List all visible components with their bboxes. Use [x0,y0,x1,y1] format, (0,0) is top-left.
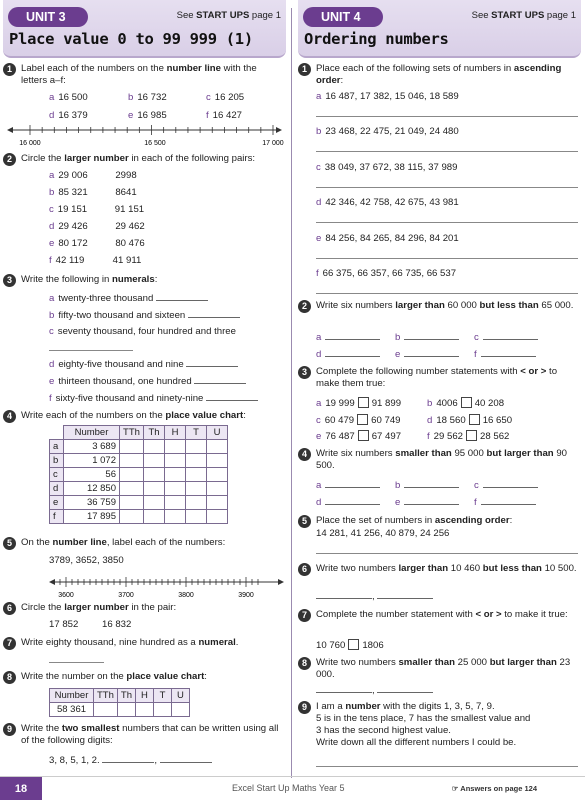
input-cell[interactable] [120,496,144,510]
answer-slot: d [316,348,380,361]
question-number: 2 [298,300,311,313]
answer-blank[interactable] [102,754,154,763]
place-value-chart-small [49,688,190,717]
table-row [50,440,228,454]
question-number: 9 [3,723,16,736]
pair-value[interactable]: 91 151 [114,204,145,215]
column-header: TTh [94,689,118,703]
tick-label: 3700 [118,592,134,599]
list-item: b fifty-two thousand and sixteen [49,309,240,322]
question-text: Write six numbers larger than 60 000 but less than 65 000. [316,300,574,311]
question-number: 6 [298,563,311,576]
list-item: e thirteen thousand, one hundred [49,375,246,388]
column-header: Th [117,689,135,703]
row-letter: c [50,468,64,482]
input-cell[interactable] [186,454,207,468]
table-row [50,510,228,524]
answer-blank[interactable] [316,684,372,693]
page-footer [0,776,585,800]
pair-value[interactable]: 80 172 [58,238,88,249]
comparison-box[interactable] [358,397,369,408]
unit-badge: UNIT 4 [303,7,383,27]
answer-blank[interactable] [404,479,459,488]
input-cell[interactable] [207,440,228,454]
question-number: 1 [3,63,16,76]
unit-3-column [3,0,286,780]
input-cell[interactable] [120,454,144,468]
question-text: Circle the larger number in each of the following pairs: [21,153,256,164]
answer-slot: d [316,496,380,509]
question-number: 6 [3,602,16,615]
answer-line[interactable] [316,151,578,152]
list-item: f sixty-five thousand and ninety-nine [49,392,258,405]
pair-value[interactable]: 80 476 [115,238,145,249]
column-divider [291,8,292,778]
comparison-box[interactable] [466,430,477,441]
pair-value[interactable]: 29 426 [58,221,88,232]
question-number: 4 [298,448,311,461]
table-row [50,454,228,468]
input-cell[interactable] [207,510,228,524]
tick-label: 17 000 [262,140,284,147]
unit-4-header [298,0,581,58]
clue-line: Write down all the different numbers I could be. [316,737,517,748]
unit-3-header [3,0,286,58]
answer-slot: b [395,331,459,344]
tick-label: 3800 [178,592,194,599]
table-row [50,468,228,482]
question-text: Write two numbers smaller than 25 000 but larger than 23 000. [316,657,571,680]
list-item: f 16 427 [206,110,243,121]
input-cell[interactable] [207,496,228,510]
question-number: 3 [298,366,311,379]
question-number: 8 [298,657,311,670]
number-statement: b 4006 40 208 [427,398,505,409]
question-number: 1 [298,63,311,76]
answer-blank[interactable] [325,496,380,505]
table-cell: 58 361 [50,703,94,717]
table-cell: 17 895 [64,510,120,524]
page-title: Place value 0 to 99 999 (1) [9,30,253,48]
question-text: Write the number on the place value chart: [21,671,207,682]
list-item: a twenty-three thousand [49,292,208,305]
question-number: 7 [3,637,16,650]
question-text: Write eighty thousand, nine hundred as a numeral. [21,637,239,648]
answer-blank[interactable] [316,590,372,599]
answer-blank[interactable] [325,348,380,357]
input-cell[interactable] [165,454,186,468]
comparison-box[interactable] [357,414,368,425]
input-cell[interactable] [207,454,228,468]
question-text: Write two numbers larger than 10 460 but less than 10 500. [316,563,577,574]
question-number: 5 [3,537,16,550]
answer-slot: e [395,496,459,509]
pair-value[interactable]: 16 832 [102,619,132,630]
see-start-ups: See START UPS page 1 [176,10,281,21]
answer-line[interactable] [316,187,578,188]
column-header: Number [50,689,94,703]
input-cell[interactable] [165,468,186,482]
tick-label: 3900 [238,592,254,599]
list-item: d eighty-five thousand and nine [49,358,238,371]
table-row [50,482,228,496]
numbers-to-label: 3789, 3652, 3850 [49,555,124,566]
question-number: 2 [3,153,16,166]
number-statement: 10 760 1806 [316,640,384,651]
input-cell[interactable] [94,703,118,717]
number-line-3600-3900 [47,575,287,601]
pair-row: e 80 172 80 476 [49,238,145,249]
answer-slot: e [395,348,459,361]
digits-line: 3, 8, 5, 1, 2. , [49,754,212,767]
answer-pair: , [316,590,433,603]
input-cell[interactable] [120,510,144,524]
table-row [50,496,228,510]
pair-value[interactable]: 19 151 [57,204,88,215]
question-text: Complete the following number statements with < or > to make them true: [316,366,558,389]
answer-blank[interactable] [481,348,536,357]
number-set: e 84 256, 84 265, 84 296, 84 201 [316,232,459,244]
input-cell[interactable] [144,454,165,468]
clue-line: 3 has the second highest value. [316,725,451,736]
answer-blank[interactable] [186,358,238,367]
answer-line[interactable] [49,662,104,663]
column-header: T [186,426,207,440]
input-cell[interactable] [120,482,144,496]
question-number: 8 [3,671,16,684]
row-letter: f [50,510,64,524]
list-item: c 16 205 [206,92,245,103]
answer-slot: a [316,331,380,344]
comparison-box[interactable] [469,414,480,425]
answer-slot: b [395,479,459,492]
question-text: Circle the larger number in the pair: [21,602,177,613]
table-cell: 3 689 [64,440,120,454]
question-text: I am a number with the digits 1, 3, 5, 7, 9. [316,701,495,712]
input-cell[interactable] [171,703,189,717]
answer-blank[interactable] [404,348,459,357]
answer-line[interactable] [316,553,578,554]
input-cell[interactable] [144,468,165,482]
column-header: H [135,689,153,703]
input-cell[interactable] [186,468,207,482]
answer-line[interactable] [316,116,578,117]
answer-blank[interactable] [325,479,380,488]
answer-line[interactable] [316,766,578,767]
answer-blank[interactable] [404,496,459,505]
input-cell[interactable] [186,496,207,510]
input-cell[interactable] [153,703,171,717]
column-header: T [153,689,171,703]
list-item: d 16 379 [49,110,88,121]
answer-blank[interactable] [206,392,258,401]
input-cell[interactable] [135,703,153,717]
input-cell[interactable] [144,496,165,510]
pair-value[interactable]: 2998 [115,170,137,181]
pair-row: d 29 426 29 462 [49,221,145,232]
page-title: Ordering numbers [304,30,449,48]
comparison-box[interactable] [461,397,472,408]
pair-row: a 29 006 2998 [49,170,137,181]
column-header: Th [144,426,165,440]
input-cell[interactable] [165,510,186,524]
question-number: 7 [298,609,311,622]
answer-blank[interactable] [188,309,240,318]
book-title: Excel Start Up Maths Year 5 [232,783,345,793]
input-cell[interactable] [165,482,186,496]
answer-slot: c [474,331,538,344]
column-header: H [165,426,186,440]
answers-reference: ☞ Answers on page 124 [451,784,537,793]
list-item: b 16 732 [128,92,167,103]
answer-line[interactable] [316,293,578,294]
pair-value[interactable]: 29 462 [115,221,145,232]
input-cell[interactable] [207,468,228,482]
input-cell[interactable] [207,482,228,496]
number-statement: e 76 487 67 497 [316,431,402,442]
number-set: c 38 049, 37 672, 38 115, 37 989 [316,161,458,173]
question-text: Place each of the following sets of numbers in ascending order: [316,63,562,86]
answer-blank[interactable] [404,331,459,340]
column-header: U [207,426,228,440]
answer-slot: f [474,348,536,361]
answer-blank[interactable] [483,479,538,488]
answer-slot: c [474,479,538,492]
input-cell[interactable] [186,482,207,496]
pair-row: f 42 119 41 911 [49,255,142,266]
answer-blank[interactable] [156,292,208,301]
column-header: U [171,689,189,703]
input-cell[interactable] [120,440,144,454]
answer-slot: a [316,479,380,492]
number-statement: f 29 562 28 562 [427,431,510,442]
pair-row: c 19 151 91 151 [49,204,145,215]
number-line-16000-17000 [3,122,286,150]
question-text: Place the set of numbers in ascending order: [316,515,513,526]
row-letter: d [50,482,64,496]
unit-4-column [298,0,581,780]
unit-badge: UNIT 3 [8,7,88,27]
pair-row: b 85 321 8641 [49,187,137,198]
answer-blank[interactable] [194,375,246,384]
page-number: 18 [0,777,42,800]
answer-line[interactable] [316,222,578,223]
pair-value[interactable]: 85 321 [58,187,88,198]
input-cell[interactable] [144,510,165,524]
question-text: Write the two smallest numbers that can be written using all of the following digits: [21,723,279,746]
answer-pair: , [316,684,433,697]
input-cell[interactable] [186,440,207,454]
answer-blank[interactable] [160,754,212,763]
list-item: e 16 985 [128,110,167,121]
number-set: b 23 468, 22 475, 21 049, 24 480 [316,126,459,138]
numbers-to-order: 14 281, 41 256, 40 879, 24 256 [316,528,450,539]
place-value-chart [49,425,228,524]
table-cell: 36 759 [64,496,120,510]
question-text: Write the following in numerals: [21,274,158,285]
column-header: Number [64,426,120,440]
number-set: a 16 487, 17 382, 15 046, 18 589 [316,91,459,102]
question-text: Write each of the numbers on the place value chart: [21,410,246,421]
number-set: f 66 375, 66 357, 66 735, 66 537 [316,268,457,279]
answer-slot: f [474,496,536,509]
question-number: 9 [298,701,311,714]
table-cell: 56 [64,468,120,482]
row-letter: e [50,496,64,510]
number-set: d 42 346, 42 758, 42 675, 43 981 [316,197,459,209]
question-text: Write six numbers smaller than 95 000 but larger than 90 500. [316,448,567,471]
input-cell[interactable] [144,440,165,454]
input-cell[interactable] [186,510,207,524]
answer-blank[interactable] [483,331,538,340]
answer-line[interactable] [316,258,578,259]
list-item: a 16 500 [49,92,88,103]
question-text: On the number line, label each of the numbers: [21,537,226,548]
answer-blank[interactable] [377,684,433,693]
tick-label: 16 500 [144,140,166,147]
tick-label: 16 000 [19,140,41,147]
question-text: Complete the number statement with < or > to make it true: [316,609,568,620]
comparison-box[interactable] [358,430,369,441]
number-statement: c 60 479 60 749 [316,414,401,426]
tick-label: 3600 [58,592,74,599]
input-cell[interactable] [165,440,186,454]
input-cell[interactable] [165,496,186,510]
number-statement: d 18 560 16 650 [427,414,513,426]
answer-blank[interactable] [481,496,536,505]
input-cell[interactable] [117,703,135,717]
pair-value[interactable]: 17 852 [49,619,79,630]
list-item: c seventy thousand, four hundred and three [49,326,236,337]
comparison-box[interactable] [348,639,359,650]
see-start-ups: See START UPS page 1 [471,10,576,21]
column-header: TTh [120,426,144,440]
input-cell[interactable] [120,468,144,482]
question-number: 4 [3,410,16,423]
row-letter: b [50,454,64,468]
pair-value[interactable]: 42 119 [55,255,85,266]
pair-value[interactable]: 29 006 [58,170,88,181]
pointing-hand-icon: ☞ [451,784,459,793]
answer-blank[interactable] [325,331,380,340]
table-cell: 12 850 [64,482,120,496]
pair-value[interactable]: 8641 [115,187,137,198]
row-letter: a [50,440,64,454]
pair-value[interactable]: 41 911 [112,255,142,266]
question-number: 5 [298,515,311,528]
clue-line: 5 is in the tens place, 7 has the smallest value and [316,713,531,724]
input-cell[interactable] [144,482,165,496]
question-text: Label each of the numbers on the number line with the letters a–f: [21,63,257,86]
number-statement: a 19 999 91 899 [316,398,402,409]
answer-blank[interactable] [377,590,433,599]
table-cell: 1 072 [64,454,120,468]
answer-line[interactable] [49,350,133,351]
question-number: 3 [3,274,16,287]
